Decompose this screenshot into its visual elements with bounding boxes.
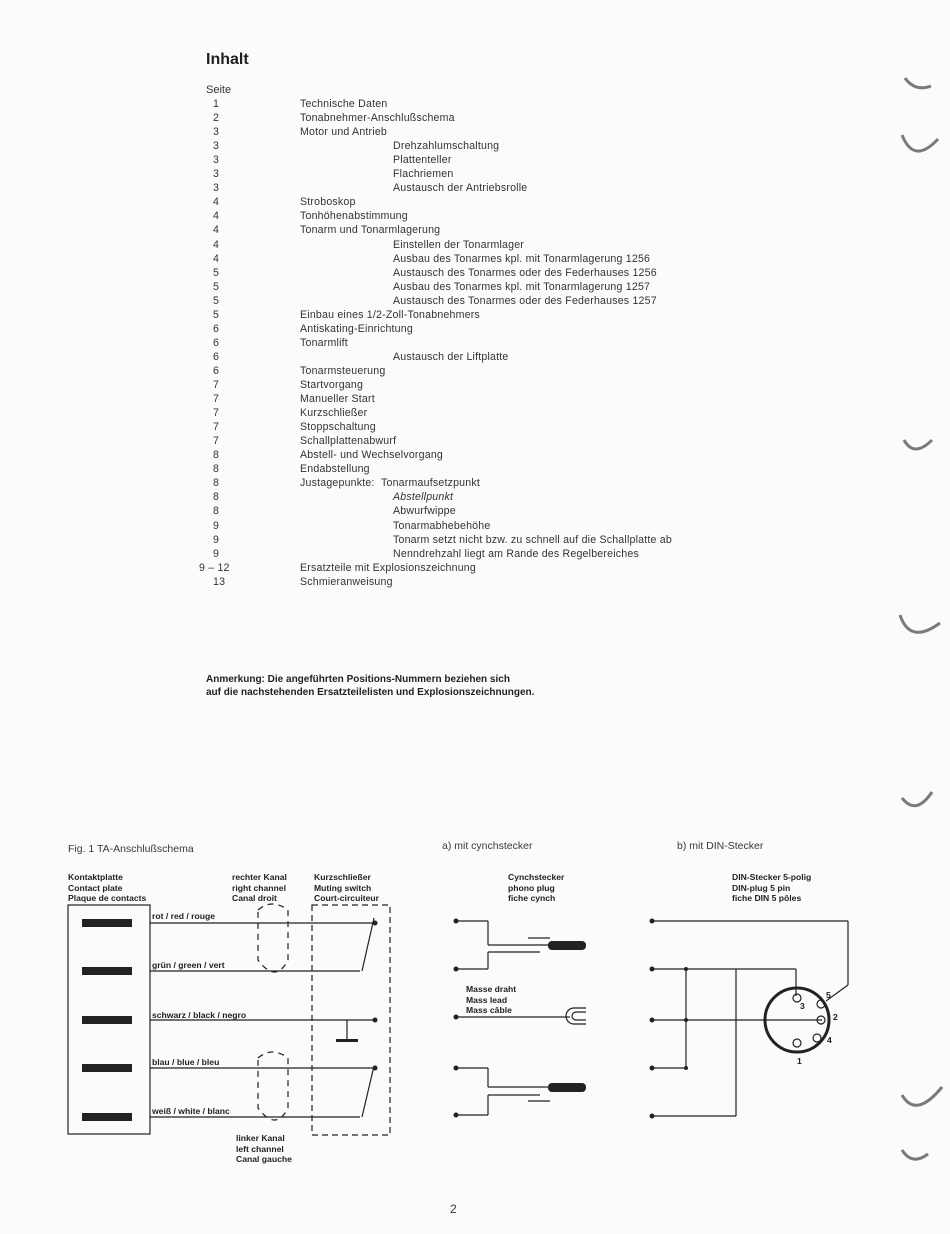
toc-page-number: 4 [213,210,220,223]
right-channel-label: rechter Kanal right channel Canal droit [232,872,287,903]
wire-label-red: rot / red / rouge [152,911,216,921]
toc-entry-text: Abstell- und Wechselvorgang [300,449,443,462]
figure-caption-b: b) mit DIN-Stecker [677,840,764,852]
left-channel-label: linker Kanal left channel Canal gauche [236,1133,292,1164]
toc-page-number: 4 [213,196,220,209]
toc-page-number: 4 [213,238,220,251]
toc-page-number: 7 [213,435,220,448]
toc-page-number: 3 [213,182,220,195]
toc-entry-text: Kurzschließer [300,407,368,420]
toc-entry-text: Nenndrehzahl liegt am Rande des Regelbereiches [393,547,639,560]
toc-page-number: 5 [213,308,220,321]
toc-title: Inhalt [206,51,249,68]
toc-entry-text: Ausbau des Tonarmes kpl. mit Tonarmlagerung 1256 [393,252,651,265]
toc-entry-text: Ausbau des Tonarmes kpl. mit Tonarmlagerung 1257 [393,280,651,293]
page-number: 2 [450,1202,457,1216]
din-pin-1: 1 [797,1056,802,1066]
toc-entry-text: Endabstellung [300,463,370,476]
toc-entry-text: Austausch des Tonarmes oder des Federhauses 1257 [393,294,657,307]
toc-entry-text: Tonarm und Tonarmlagerung [300,224,441,237]
toc-entry-text: Antiskating-Einrichtung [300,322,413,335]
toc-page-number: 6 [213,350,220,363]
toc-page-number: 9 – 12 [199,561,230,574]
toc-page-number: 13 [213,575,226,588]
toc-entry-text: Tonarm setzt nicht bzw. zu schnell auf die Schallplatte ab [393,533,672,546]
toc-page-number: 9 [213,519,220,532]
din-pin-5: 5 [826,990,831,1000]
toc-page-number: 6 [213,336,220,349]
contact-plate-label: Kontaktplatte Contact plate Plaque de contacts [68,872,147,903]
note-line-1: Anmerkung: Die angeführten Positions-Nummern beziehen sich [206,674,510,685]
wire-label-green: grün / green / vert [152,960,225,970]
toc-entry-text: Drehzahlumschaltung [393,140,500,153]
toc-page-number: 4 [213,224,220,237]
toc-entry-text: Austausch der Antriebsrolle [393,182,528,195]
ground-lead-label: Masse draht Mass lead Mass câble [466,984,517,1015]
toc-entry-text: Stoppschaltung [300,421,376,434]
toc-page-number: 9 [213,547,220,560]
toc-entry-text: Austausch der Liftplatte [393,350,509,363]
figure-caption: Fig. 1 TA-Anschlußschema [68,843,194,855]
din-pin-4: 4 [827,1035,832,1045]
toc-entry-text: Technische Daten [300,98,388,110]
wire-label-black: schwarz / black / negro [152,1010,247,1020]
toc-entry-text: Flachriemen [393,168,454,181]
toc-page-number: 7 [213,407,220,420]
toc-page-number: 8 [213,463,220,476]
figure-caption-a: a) mit cynchstecker [442,840,533,852]
toc-entry-text: Justagepunkte: [300,477,375,490]
toc-page-number: 8 [213,477,220,490]
toc-page-number: 6 [213,364,220,377]
toc-entry-text: Abwurfwippe [393,505,456,518]
toc-entry-text: Plattenteller [393,154,452,167]
toc-page-number: 8 [213,505,220,518]
toc-entry-text: Abstellpunkt [393,491,454,504]
toc-page-number: 5 [213,294,220,307]
toc-entry-text: Ersatzteile mit Explosionszeichnung [300,561,476,574]
din-plug-label: DIN-Stecker 5-polig DIN-plug 5 pin fiche DIN 5 pôles [732,872,812,903]
toc-entry-text: Tonabnehmer-Anschlußschema [300,112,455,125]
toc-page-number: 4 [213,252,220,265]
toc-page-number: 7 [213,421,220,434]
toc-page-number: 3 [213,168,220,181]
toc-page-number: 8 [213,449,220,462]
din-pin-3: 3 [800,1001,805,1011]
toc-entry-text: Stroboskop [300,196,356,209]
toc-entry-subtext: Tonarmaufsetzpunkt [381,477,480,490]
toc-entry-text: Tonarmlift [300,336,348,349]
toc-entry-text: Einstellen der Tonarmlager [393,238,525,251]
toc-page-number: 2 [213,112,220,125]
toc-page-number: 7 [213,379,220,391]
toc-entry-text: Tonhöhenabstimmung [300,210,408,223]
toc-page-number: 7 [213,393,220,406]
wire-label-blue: blau / blue / bleu [152,1057,220,1067]
toc-page-number: 1 [213,98,220,110]
toc-entry-text: Einbau eines 1/2-Zoll-Tonabnehmers [300,308,480,321]
din-pin-2: 2 [833,1012,838,1022]
toc-entry-text: Motor und Antrieb [300,126,388,139]
toc-page-number: 6 [213,322,220,335]
note-line-2: auf die nachstehenden Ersatzteilelisten und Explosionszeichnungen. [206,687,535,698]
toc-entry-text: Austausch des Tonarmes oder des Federhauses 1256 [393,266,657,279]
toc-entry-text: Startvorgang [300,379,364,391]
toc-page-number: 3 [213,126,220,139]
toc-entry-text: Tonarmabhebehöhe [393,519,491,532]
wire-label-white: weiß / white / blanc [152,1106,230,1116]
toc-page-number: 8 [213,491,220,504]
cynch-plug-label: Cynchstecker phono plug fiche cynch [508,872,565,903]
toc-page-header: Seite [206,84,232,96]
toc-page-number: 3 [213,154,220,167]
toc-page-number: 5 [213,280,220,293]
muting-switch-label: Kurzschließer Muting switch Court-circuiteur [314,872,379,903]
toc-entry-text: Tonarmsteuerung [300,364,386,377]
toc-page-number: 9 [213,533,220,546]
toc-page-number: 5 [213,266,220,279]
toc-page-number: 3 [213,140,220,153]
toc-entry-text: Schmieranweisung [300,575,393,588]
toc-entry-text: Schallplattenabwurf [300,435,397,448]
toc-entry-text: Manueller Start [300,393,375,406]
